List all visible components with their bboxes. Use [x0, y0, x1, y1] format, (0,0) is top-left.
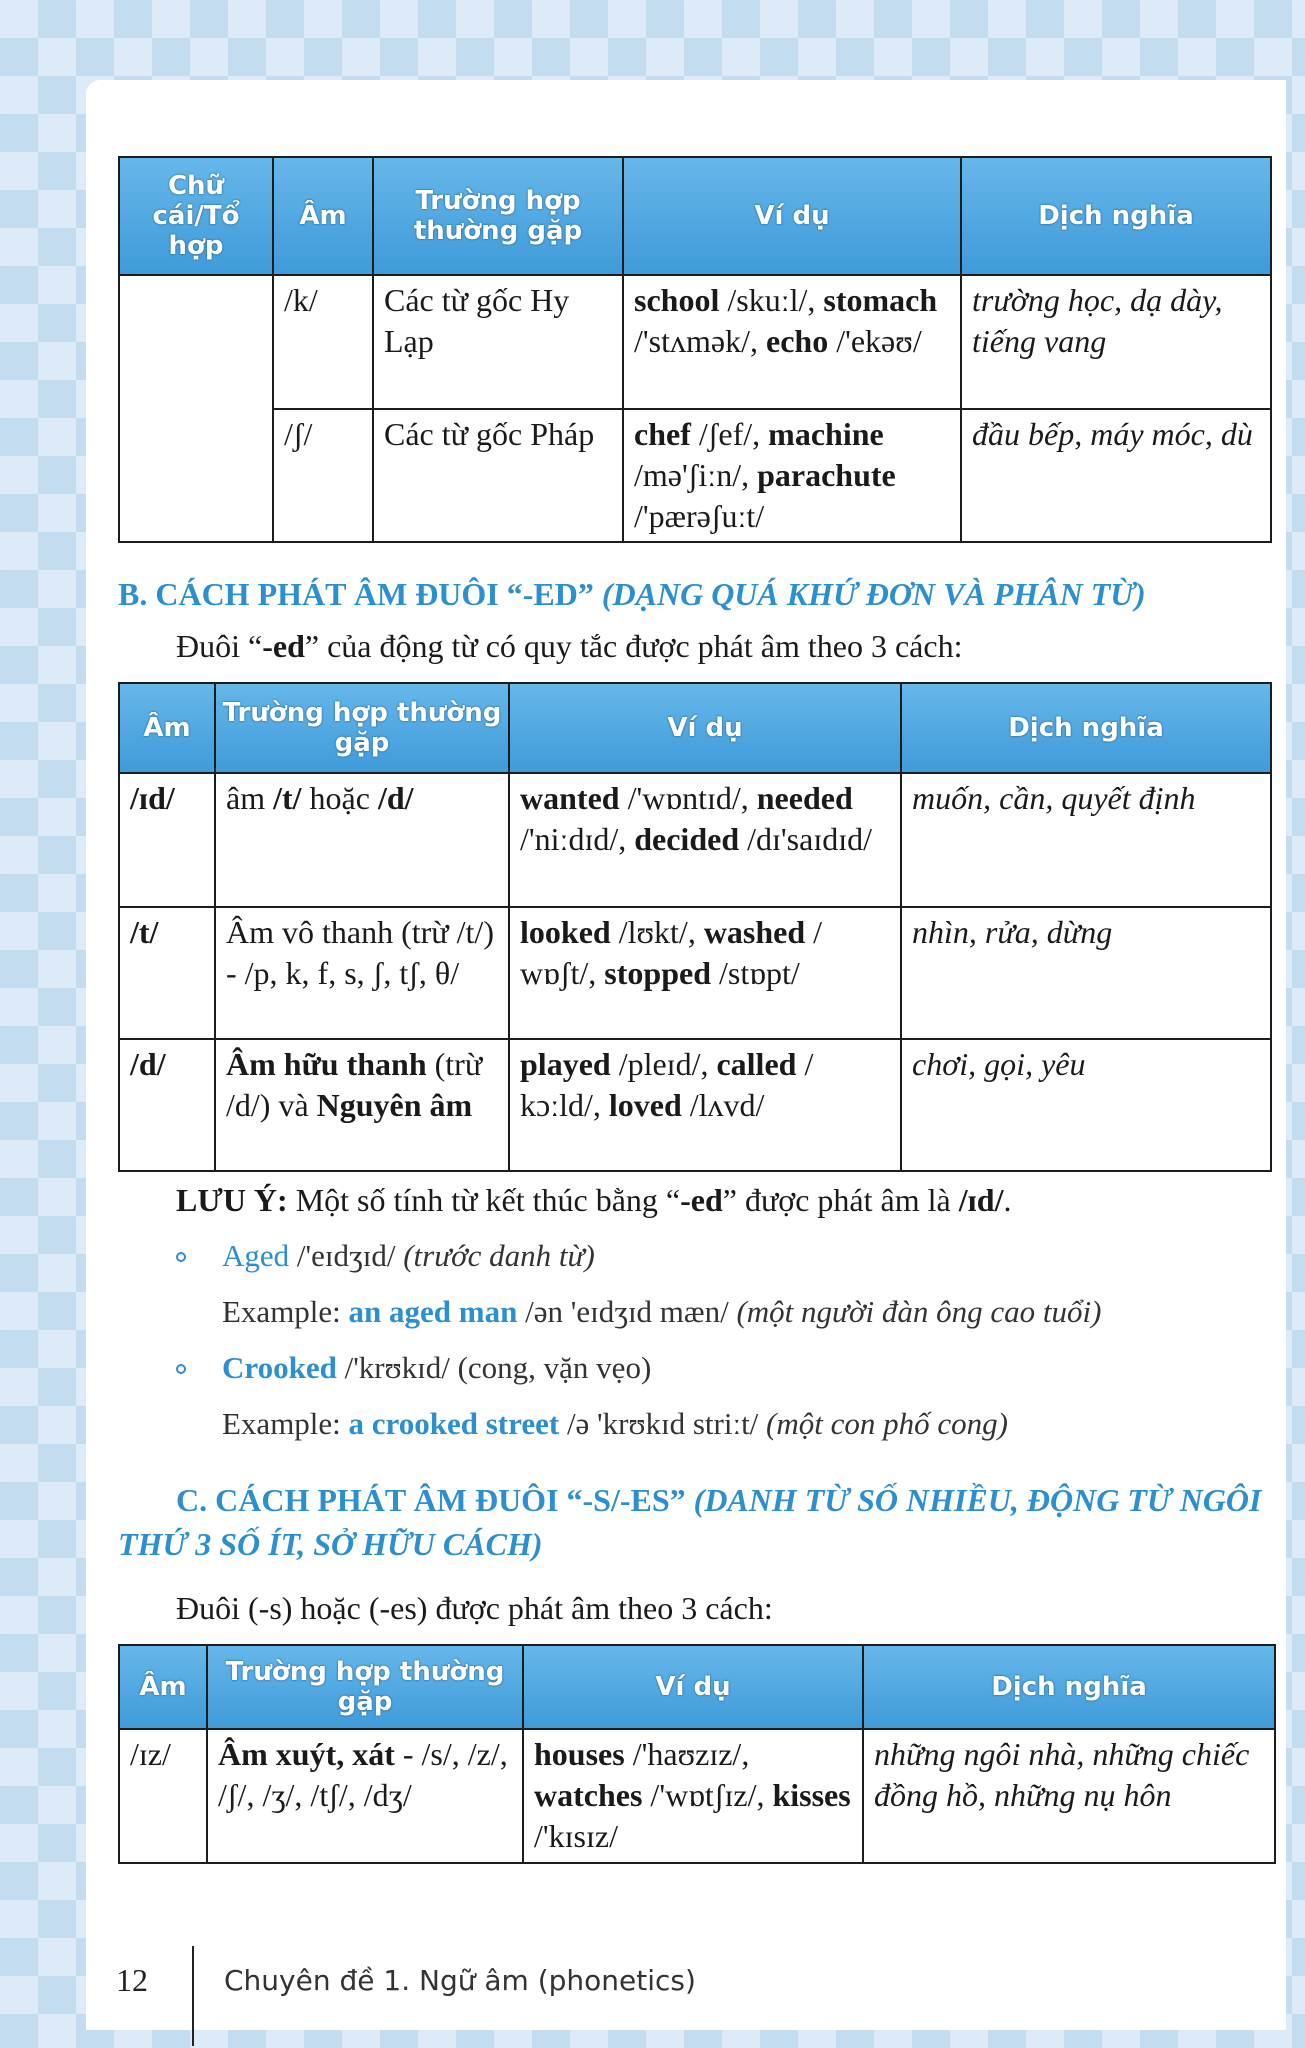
- cell-sound: /k/: [273, 275, 373, 409]
- cell-example: houses /'haʊzɪz/, watches /'wɒtʃɪz/, kisses /'kɪsɪz/: [523, 1729, 863, 1863]
- cell-example: wanted /'wɒntɪd/, needed /'niːdɪd/, decided /dɪ'saɪdɪd/: [509, 773, 901, 907]
- cell-sound: /t/: [119, 907, 215, 1039]
- header-sound: Âm: [119, 683, 215, 773]
- note-line: LƯU Ý: Một số tính từ kết thúc bằng “-ed” được phát âm là /ɪd/.: [176, 1182, 1012, 1218]
- example-word-line: Aged /'eɪdʒɪd/ (trước danh từ): [222, 1238, 595, 1273]
- header-example: Ví dụ: [623, 157, 961, 275]
- cell-case: Âm vô thanh (trừ /t/) - /p, k, f, s, ʃ, tʃ, θ/: [215, 907, 509, 1039]
- cell-example: chef /ʃef/, machine /mə'ʃiːn/, parachute /'pærəʃuːt/: [623, 409, 961, 542]
- chapter-title: Chuyên đề 1. Ngữ âm (phonetics): [224, 1964, 696, 1997]
- cell-letter: [119, 275, 273, 542]
- cell-translation: muốn, cần, quyết định: [901, 773, 1271, 907]
- section-b-title: B. CÁCH PHÁT ÂM ĐUÔI “-ED” (DẠNG QUÁ KHỨ ĐƠN VÀ PHÂN TỪ): [118, 576, 1146, 612]
- cell-case: Âm xuýt, xát - /s/, /z/, /ʃ/, /ʒ/, /tʃ/, /dʒ/: [207, 1729, 523, 1863]
- table-s-es-pronunciation: [118, 1644, 1276, 1864]
- cell-example: looked /lʊkt/, washed / wɒʃt/, stopped /stɒpt/: [509, 907, 901, 1039]
- table-row: [119, 1039, 1271, 1171]
- table-row: [119, 409, 1271, 542]
- cell-sound: /d/: [119, 1039, 215, 1171]
- cell-translation: trường học, dạ dày, tiếng vang: [961, 275, 1271, 409]
- section-b-intro: Đuôi “-ed” của động từ có quy tắc được phát âm theo 3 cách:: [176, 628, 963, 664]
- header-example: Ví dụ: [523, 1645, 863, 1729]
- header-sound: Âm: [119, 1645, 207, 1729]
- table-ed-pronunciation: [118, 682, 1272, 1172]
- cell-translation: đầu bếp, máy móc, dù: [961, 409, 1271, 542]
- header-translation: Dịch nghĩa: [961, 157, 1271, 275]
- section-c-intro: Đuôi (-s) hoặc (-es) được phát âm theo 3 cách:: [176, 1590, 773, 1626]
- cell-sound: /ɪz/: [119, 1729, 207, 1863]
- footer-divider: [192, 1946, 194, 2046]
- bullet-icon: [176, 1252, 186, 1262]
- cell-sound: /ɪd/: [119, 773, 215, 907]
- page-number: 12: [116, 1962, 148, 1998]
- cell-translation: chơi, gọi, yêu: [901, 1039, 1271, 1171]
- cell-case: Các từ gốc Hy Lạp: [373, 275, 623, 409]
- cell-example: school /skuːl/, stomach /'stʌmək/, echo /'ekəʊ/: [623, 275, 961, 409]
- header-case: Trường hợp thường gặp: [373, 157, 623, 275]
- example-sentence-line: Example: a crooked street /ə 'krʊkɪd striːt/ (một con phố cong): [222, 1406, 1008, 1441]
- cell-case: Các từ gốc Pháp: [373, 409, 623, 542]
- cell-translation: nhìn, rửa, dừng: [901, 907, 1271, 1039]
- cell-case: Âm hữu thanh (trừ /d/) và Nguyên âm: [215, 1039, 509, 1171]
- header-translation: Dịch nghĩa: [863, 1645, 1275, 1729]
- header-case: Trường hợp thường gặp: [215, 683, 509, 773]
- table-letter-combinations: [118, 156, 1272, 543]
- header-letter: Chữ cái/Tổ hợp: [119, 157, 273, 275]
- table-row: [119, 1729, 1275, 1863]
- section-c-title: C. CÁCH PHÁT ÂM ĐUÔI “-S/-ES” (DANH TỪ SỐ NHIỀU, ĐỘNG TỪ NGÔI THỨ 3 SỐ ÍT, SỞ HỮU CÁCH): [118, 1482, 1262, 1562]
- cell-example: played /pleɪd/, called / kɔːld/, loved /lʌvd/: [509, 1039, 901, 1171]
- cell-translation: những ngôi nhà, những chiếc đồng hồ, những nụ hôn: [863, 1729, 1275, 1863]
- table-row: [119, 773, 1271, 907]
- table-row: [119, 275, 1271, 409]
- header-example: Ví dụ: [509, 683, 901, 773]
- cell-case: âm /t/ hoặc /d/: [215, 773, 509, 907]
- header-sound: Âm: [273, 157, 373, 275]
- header-translation: Dịch nghĩa: [901, 683, 1271, 773]
- bullet-icon: [176, 1364, 186, 1374]
- example-word-line: Crooked /'krʊkɪd/ (cong, vặn vẹo): [222, 1350, 652, 1385]
- header-case: Trường hợp thường gặp: [207, 1645, 523, 1729]
- table-row: [119, 907, 1271, 1039]
- example-sentence-line: Example: an aged man /ən 'eɪdʒɪd mæn/ (một người đàn ông cao tuổi): [222, 1294, 1102, 1329]
- cell-sound: /ʃ/: [273, 409, 373, 542]
